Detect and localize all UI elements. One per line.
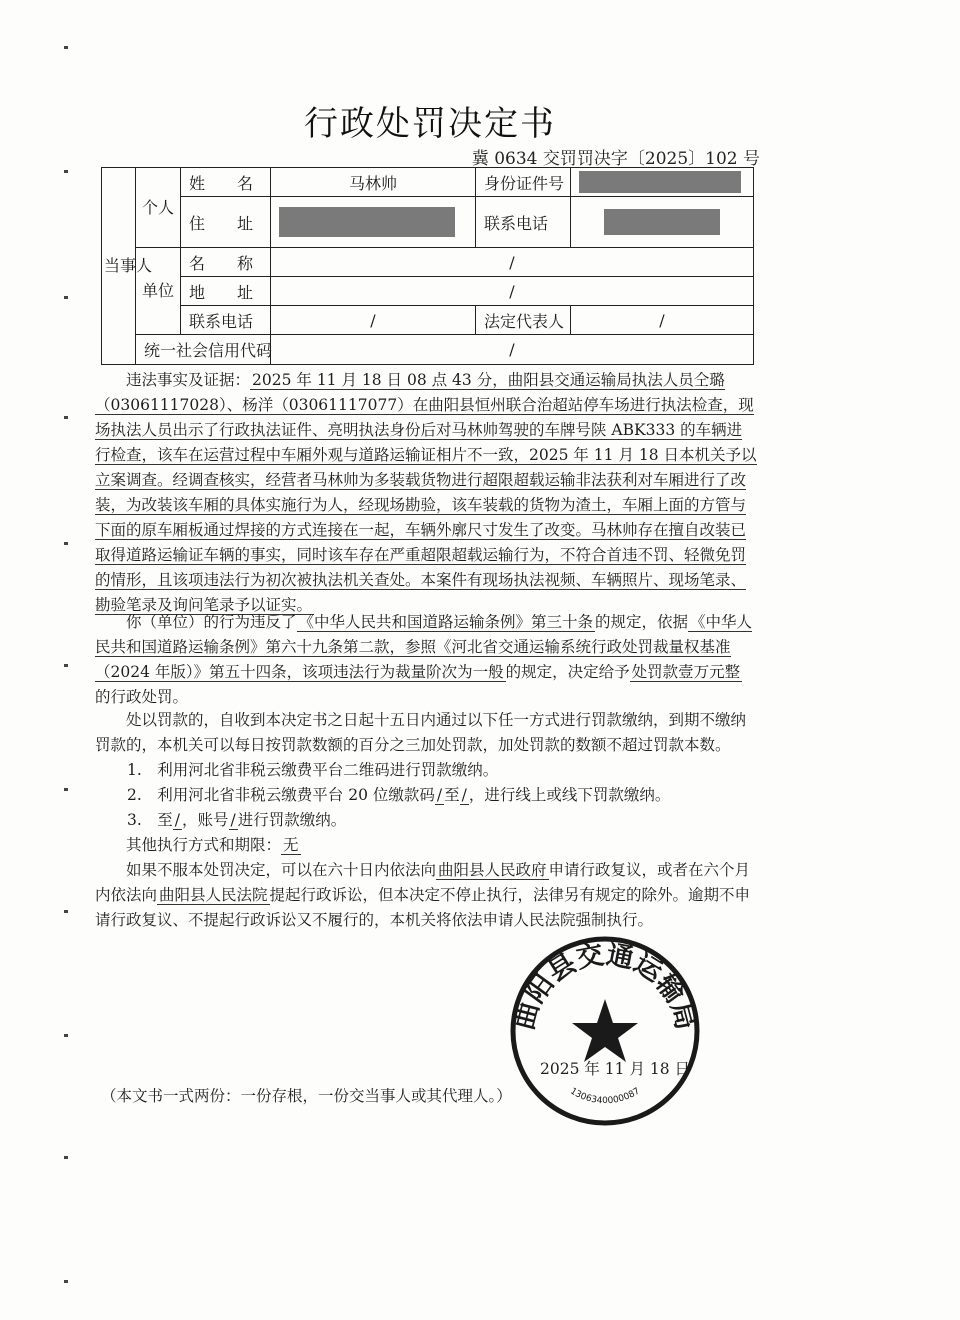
scan-edge-mark <box>64 416 68 419</box>
address-value <box>271 197 476 248</box>
redacted-block <box>279 207 455 237</box>
review-authority: 曲阳县人民政府 <box>438 861 547 879</box>
scan-edge-mark <box>64 296 68 299</box>
payment-method-1: 1. 利用河北省非税云缴费平台二维码进行罚款缴纳。 <box>127 761 499 779</box>
scan-edge-mark <box>64 46 68 49</box>
scan-edge-mark <box>64 170 68 173</box>
unit-phone-value: / <box>271 306 476 335</box>
other-execution-value: 无 <box>283 836 299 854</box>
name-value: 马林帅 <box>271 168 476 197</box>
payment-section <box>95 708 757 933</box>
decision-text: 的行政处罚。 <box>95 688 189 706</box>
decision-section <box>95 610 757 710</box>
unit-address-label: 地 址 <box>181 277 271 306</box>
redacted-block <box>579 171 741 193</box>
phone-label: 联系电话 <box>476 197 571 248</box>
legal-rep-label: 法定代表人 <box>476 306 571 335</box>
scan-edge-mark <box>64 664 68 667</box>
id-number-value <box>571 168 754 197</box>
scan-edge-mark <box>64 1156 68 1159</box>
basis-law: 《中华人民共和国道路运输条例》第六十九条第二款，参照《河北省交通运输系统行政处罚裁量权基准（2024 年版）》第五十四条，该项违法行为裁量阶次为一般 <box>95 613 753 681</box>
party-label: 当事人 <box>102 168 136 365</box>
payment-intro: 处以罚款的，自收到本决定书之日起十五日内通过以下任一方式进行罚款缴纳，到期不缴纳罚款的，本机关可以每日按罚款数额的百分之三加处罚款，加处罚款的数额不超过罚款本数。 <box>95 711 747 754</box>
unit-address-value: / <box>271 277 754 306</box>
violated-law: 《中华人民共和国道路运输条例》第三十条 <box>298 613 594 631</box>
redacted-block <box>604 209 720 235</box>
violation-facts-section <box>95 368 757 618</box>
document-number: 冀 0634 交罚罚决字〔2025〕102 号 <box>471 149 760 169</box>
decision-text: 你（单位）的行为违反了 <box>126 613 297 631</box>
id-number-label: 身份证件号 <box>476 168 571 197</box>
phone-value <box>571 197 754 248</box>
legal-rep-value: / <box>571 306 754 335</box>
credit-code-label: 统一社会信用代码 <box>136 335 271 365</box>
facts-text: 2025 年 11 月 18 日 08 点 43 分，曲阳县交通运输局执法人员仝璐（03061117028）、杨洋（03061117077）在曲阳县恒州联合治超站停车场进行执法检查，现场执法人员出示了行政执法证件、亮明执法身份后对马林帅驾驶的车牌号陕 ABK333 的车辆进行检查，该车在运营过程中车厢外观与道路运输证相片不一致，2025 年 11 月 18 日本机关予以立案调查。经调查核实，经营者马林帅为多装载货物进行超限超载运输非法获利对车厢进行了改装，为改装该车厢的具体实施行为人，经现场勘验，该车装载的货物为渣土，车厢上面的方管与下面的原车厢板通过焊接的方式连接在一起，车辆外廓尺寸发生了改变。马林帅存在擅自改装已取得道路运输证车辆的事实，同时该车存在严重超限超载运输行为，不符合首违不罚、轻微免罚的情形，且该项违法行为初次被执法机关查处。本案件有现场执法视频、车辆照片、现场笔录、勘验笔录及询问笔录予以证实。 <box>95 371 757 614</box>
decision-text: 的规定，依据 <box>595 613 689 631</box>
payment-method-2: 2. 利用河北省非税云缴费平台 20 位缴款码 / 至 / ，进行线上或线下罚款缴纳。 <box>127 786 671 804</box>
document-title: 行政处罚决定书 <box>304 104 556 144</box>
unit-label: 单位 <box>136 248 181 335</box>
scan-edge-mark <box>64 1034 68 1037</box>
seal-org-text: 曲阳县交通运输局 <box>509 939 701 1033</box>
unit-name-label: 名 称 <box>181 248 271 277</box>
credit-code-value: / <box>271 335 754 365</box>
payment-method-3: 3. 至 / ，账号 / 进行罚款缴纳。 <box>127 811 347 829</box>
address-label: 住 址 <box>181 197 271 248</box>
scan-edge-mark <box>64 910 68 913</box>
facts-label: 违法事实及证据： <box>126 371 251 389</box>
other-execution: 其他执行方式和期限： 无 <box>126 836 299 854</box>
star-icon <box>572 999 638 1062</box>
svg-text:1306340000087 <box>568 1086 642 1106</box>
penalty-value: 处罚款壹万元整 <box>631 663 741 681</box>
copies-note: （本文书一式两份：一份存根，一份交当事人或其代理人。） <box>101 1087 512 1105</box>
scan-edge-mark <box>64 1280 68 1283</box>
decision-text: 的规定，决定给予 <box>505 663 630 681</box>
seal-code-text: 1306340000087 <box>568 1086 642 1107</box>
issue-date: 2025 年 11 月 18 日 <box>540 1060 691 1078</box>
unit-phone-label: 联系电话 <box>181 306 271 335</box>
unit-name-value: / <box>271 248 754 277</box>
scan-edge-mark <box>64 788 68 791</box>
individual-label: 个人 <box>136 168 181 248</box>
party-info-table <box>101 167 754 365</box>
official-seal <box>509 935 701 1127</box>
name-label: 姓 名 <box>181 168 271 197</box>
appeal-paragraph: 如果不服本处罚决定，可以在六十日内依法向 曲阳县人民政府 申请行政复议，或者在六个月内依法向 曲阳县人民法院 提起行政诉讼，但本决定不停止执行，法律另有规定的除外。逾期不申请行政复议、不提起行政诉讼又不履行的，本机关将依法申请人民法院强制执行。 <box>95 861 751 929</box>
litigation-court: 曲阳县人民法院 <box>159 886 268 904</box>
scan-edge-mark <box>64 542 68 545</box>
